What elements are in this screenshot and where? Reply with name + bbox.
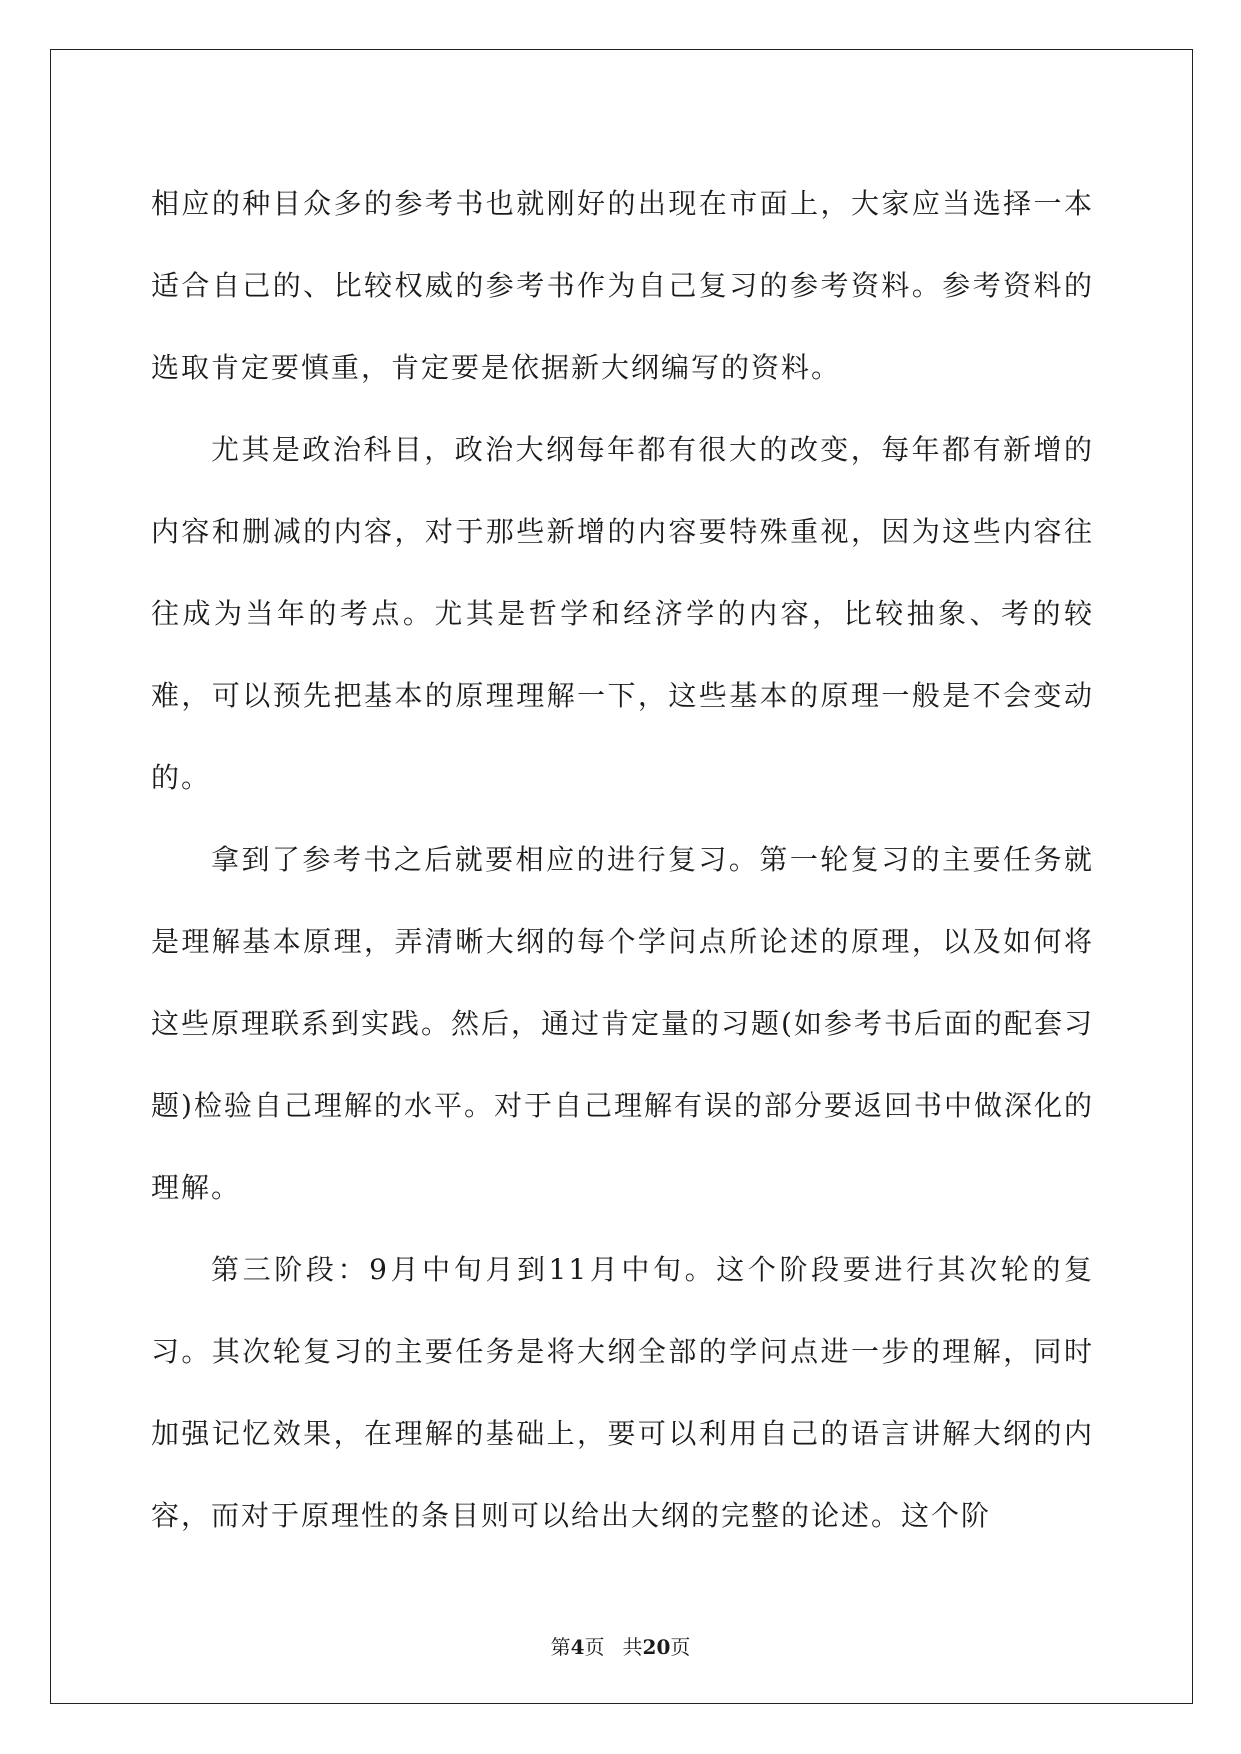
document-body <box>151 163 1094 1557</box>
paragraph-3: 拿到了参考书之后就要相应的进行复习。第一轮复习的主要任务就是理解基本原理，弄清晰大纲的每个学问点所论述的原理，以及如何将这些原理联系到实践。然后，通过肯定量的习题(如参考书后面的配套习题)检验自己理解的水平。对于自己理解有误的部分要返回书中做深化的理解。 <box>151 843 1094 1204</box>
page-prefix: 第 <box>550 1635 571 1659</box>
paragraph-4: 第三阶段：9月中旬月到11月中旬。这个阶段要进行其次轮的复习。其次轮复习的主要任务是将大纲全部的学问点进一步的理解，同时加强记忆效果，在理解的基础上，要可以利用自己的语言讲解大纲的内容，而对于原理性的条目则可以给出大纲的完整的论述。这个阶 <box>151 1253 1094 1532</box>
paragraph-1: 相应的种目众多的参考书也就刚好的出现在市面上，大家应当选择一本适合自己的、比较权威的参考书作为自己复习的参考资料。参考资料的选取肯定要慎重，肯定要是依据新大纲编写的资料。 <box>151 187 1094 384</box>
paragraph-2: 尤其是政治科目，政治大纲每年都有很大的改变，每年都有新增的内容和删减的内容，对于那些新增的内容要特殊重视，因为这些内容往往成为当年的考点。尤其是哲学和经济学的内容，比较抽象、考的较难，可以预先把基本的原理理解一下，这些基本的原理一般是不会变动的。 <box>151 433 1094 794</box>
total-prefix: 共 <box>622 1635 643 1659</box>
page-suffix: 页 <box>584 1635 605 1659</box>
total-suffix: 页 <box>670 1635 691 1659</box>
total-pages-number: 20 <box>642 1635 671 1659</box>
page-footer <box>0 1633 1241 1661</box>
current-page-number: 4 <box>570 1635 585 1659</box>
